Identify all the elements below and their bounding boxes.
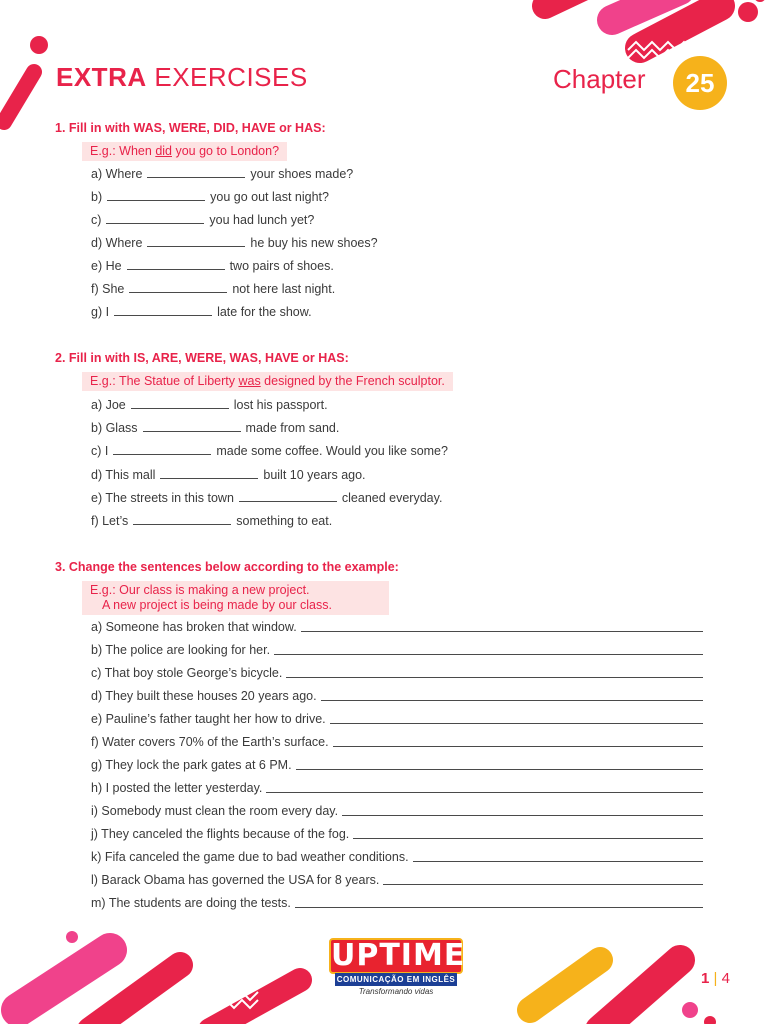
item-suffix: made from sand. xyxy=(245,421,340,436)
example-underlined-word: did xyxy=(155,144,172,158)
logo-wordmark: UPTIME xyxy=(331,938,466,973)
answer-line[interactable] xyxy=(301,620,703,632)
item-sentence: b) The police are looking for her. xyxy=(91,643,271,657)
answer-blank[interactable] xyxy=(114,304,212,316)
example-text: you go to London? xyxy=(172,144,280,158)
example-text: E.g.: When xyxy=(90,144,156,158)
exercise-item xyxy=(91,827,703,841)
exercise-item xyxy=(91,850,703,864)
item-suffix: made some coffee. Would you like some? xyxy=(216,444,448,459)
exercise-item xyxy=(91,212,314,227)
answer-line[interactable] xyxy=(274,643,703,655)
answer-blank[interactable] xyxy=(106,212,204,224)
page-current: 1 xyxy=(701,970,710,987)
exercise-item xyxy=(91,689,703,703)
title-light: EXERCISES xyxy=(154,62,308,92)
section3-title: 3. Change the sentences below according to the example: xyxy=(55,560,399,574)
exercise-item xyxy=(91,712,703,726)
exercise-item xyxy=(91,735,703,749)
answer-line[interactable] xyxy=(286,666,703,678)
item-suffix: lost his passport. xyxy=(233,398,328,412)
example-text: designed by the French sculptor. xyxy=(260,374,445,388)
item-suffix: you go out last night? xyxy=(210,190,329,204)
exercise-item xyxy=(91,643,703,657)
page-total: 4 xyxy=(721,970,730,987)
logo-tagline: Transformando vidas xyxy=(358,987,434,996)
item-prefix: d) This mall xyxy=(91,467,156,482)
section2-title: 2. Fill in with IS, ARE, WERE, WAS, HAVE or HAS: xyxy=(55,351,349,365)
exercise-item xyxy=(91,758,703,772)
exercise-item xyxy=(91,443,448,458)
section3-example xyxy=(82,581,389,615)
answer-blank[interactable] xyxy=(147,235,245,247)
item-sentence: h) I posted the letter yesterday. xyxy=(91,781,263,795)
item-sentence: d) They built these houses 20 years ago. xyxy=(91,689,317,703)
exercise-item xyxy=(91,420,339,435)
chapter-number-badge: 25 xyxy=(673,56,727,110)
exercise-item xyxy=(91,281,335,296)
title-bold: EXTRA xyxy=(56,62,147,92)
exercise-item xyxy=(91,235,378,250)
item-prefix: a) Where xyxy=(91,167,143,181)
exercise-item xyxy=(91,896,703,910)
item-prefix: f) She xyxy=(91,282,125,296)
answer-blank[interactable] xyxy=(107,189,205,201)
answer-line[interactable] xyxy=(295,896,703,908)
exercise-item xyxy=(91,513,332,528)
exercise-item xyxy=(91,620,703,634)
item-suffix: not here last night. xyxy=(232,282,336,296)
item-suffix: built 10 years ago. xyxy=(263,467,366,482)
page-separator: | xyxy=(713,970,718,987)
exercise-item xyxy=(91,258,334,273)
answer-line[interactable] xyxy=(266,781,703,793)
answer-blank[interactable] xyxy=(113,443,211,455)
item-sentence: f) Water covers 70% of the Earth’s surface. xyxy=(91,735,329,749)
item-sentence: l) Barack Obama has governed the USA for 8 years. xyxy=(91,873,380,887)
item-sentence: c) That boy stole George’s bicycle. xyxy=(91,666,283,680)
answer-blank[interactable] xyxy=(239,490,337,502)
item-prefix: d) Where xyxy=(91,236,143,250)
page-number xyxy=(701,970,730,987)
exercise-item xyxy=(91,166,353,181)
answer-line[interactable] xyxy=(342,804,703,816)
item-sentence: k) Fifa canceled the game due to bad weather conditions. xyxy=(91,850,409,864)
example-line: E.g.: Our class is making a new project. xyxy=(90,583,310,597)
exercise-item xyxy=(91,304,312,319)
item-sentence: i) Somebody must clean the room every day. xyxy=(91,804,339,818)
exercise-item xyxy=(91,189,329,204)
answer-blank[interactable] xyxy=(127,258,225,270)
item-suffix: you had lunch yet? xyxy=(209,213,315,227)
answer-blank[interactable] xyxy=(129,281,227,293)
answer-line[interactable] xyxy=(383,873,703,885)
example-underlined-word: was xyxy=(238,374,261,388)
answer-line[interactable] xyxy=(321,689,703,701)
item-suffix: cleaned everyday. xyxy=(341,490,443,505)
item-prefix: c) I xyxy=(91,444,109,459)
answer-blank[interactable] xyxy=(133,513,231,525)
exercise-item xyxy=(91,781,703,795)
item-suffix: two pairs of shoes. xyxy=(229,259,334,273)
answer-line[interactable] xyxy=(333,735,703,747)
item-sentence: m) The students are doing the tests. xyxy=(91,896,291,910)
page-title xyxy=(56,62,308,93)
example-line: A new project is being made by our class. xyxy=(102,598,332,612)
item-sentence: g) They lock the park gates at 6 PM. xyxy=(91,758,292,772)
item-prefix: f) Let’s xyxy=(91,514,129,528)
answer-line[interactable] xyxy=(353,827,703,839)
exercise-item xyxy=(91,467,366,482)
section1-example xyxy=(82,142,287,161)
item-prefix: b) Glass xyxy=(91,421,138,436)
item-prefix: b) xyxy=(91,190,103,204)
chapter-label: Chapter xyxy=(553,64,646,94)
exercise-item xyxy=(91,666,703,680)
answer-line[interactable] xyxy=(330,712,703,724)
example-text: E.g.: The Statue of Liberty xyxy=(90,374,239,388)
item-sentence: a) Someone has broken that window. xyxy=(91,620,297,634)
item-sentence: e) Pauline’s father taught her how to drive. xyxy=(91,712,326,726)
item-suffix: something to eat. xyxy=(236,514,333,528)
section1-title: 1. Fill in with WAS, WERE, DID, HAVE or HAS: xyxy=(55,121,326,135)
item-suffix: he buy his new shoes? xyxy=(250,236,378,250)
exercise-item xyxy=(91,397,328,412)
item-prefix: e) He xyxy=(91,259,122,273)
uptime-logo xyxy=(329,938,466,998)
answer-line[interactable] xyxy=(413,850,703,862)
item-prefix: c) xyxy=(91,213,102,227)
answer-blank[interactable] xyxy=(131,397,229,409)
answer-blank[interactable] xyxy=(160,467,258,479)
item-suffix: your shoes made? xyxy=(250,167,354,181)
item-prefix: e) The streets in this town xyxy=(91,490,234,505)
answer-line[interactable] xyxy=(296,758,703,770)
item-prefix: g) I xyxy=(91,305,110,319)
exercise-item xyxy=(91,490,442,505)
answer-blank[interactable] xyxy=(147,166,245,178)
item-prefix: a) Joe xyxy=(91,398,126,412)
item-sentence: j) They canceled the flights because of the fog. xyxy=(91,827,350,841)
logo-subtitle: COMUNICAÇÃO EM INGLÊS xyxy=(336,975,456,984)
item-suffix: late for the show. xyxy=(217,305,312,319)
section2-example xyxy=(82,372,453,391)
exercise-item xyxy=(91,804,703,818)
exercise-item xyxy=(91,873,703,887)
answer-blank[interactable] xyxy=(143,420,241,432)
